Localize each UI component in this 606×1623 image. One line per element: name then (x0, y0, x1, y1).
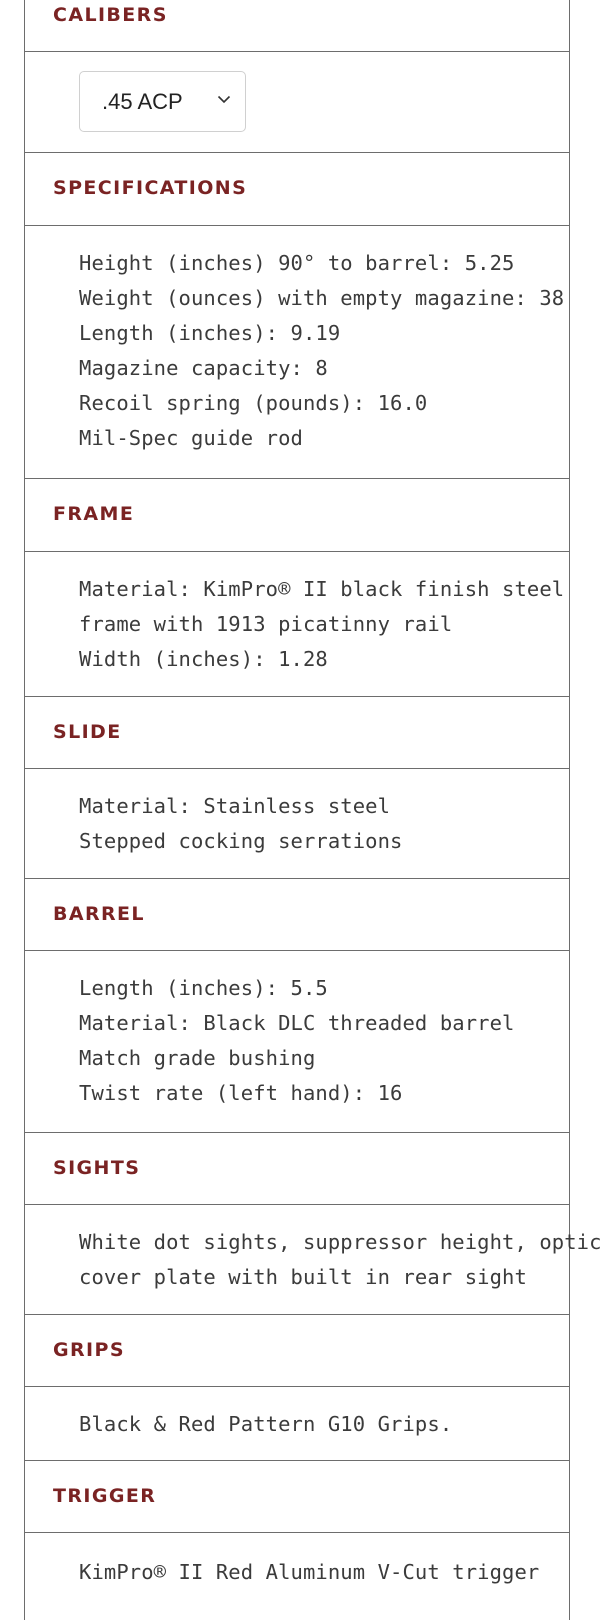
specifications-title: SPECIFICATIONS (53, 177, 248, 199)
sights-header (25, 1133, 569, 1205)
calibers-header (25, 0, 569, 52)
specifications-header (25, 153, 569, 226)
sights-line: White dot sights, suppressor height, optic (79, 1230, 602, 1254)
grips-body (25, 1387, 569, 1461)
frame-line: frame with 1913 picatinny rail (79, 612, 453, 636)
grips-list (79, 1407, 549, 1442)
specifications-body (25, 226, 569, 479)
grips-header (25, 1315, 569, 1387)
sights-body (25, 1205, 602, 1315)
frame-list (79, 572, 565, 677)
slide-header (25, 697, 569, 769)
trigger-title: TRIGGER (53, 1485, 157, 1507)
barrel-line: Twist rate (left hand): 16 (79, 1081, 403, 1105)
frame-body (25, 552, 569, 697)
sights-list (79, 1225, 602, 1295)
barrel-title: BARREL (53, 903, 145, 925)
calibers-body (25, 52, 569, 153)
slide-title: SLIDE (53, 721, 122, 743)
spec-line: Magazine capacity: 8 (79, 356, 328, 380)
calibers-title: CALIBERS (53, 4, 168, 26)
barrel-line: Match grade bushing (79, 1046, 316, 1070)
sights-title: SIGHTS (53, 1157, 141, 1179)
spec-line: Length (inches): 9.19 (79, 321, 341, 345)
frame-header (25, 479, 569, 552)
spec-line: Height (inches) 90° to barrel: 5.25 (79, 251, 515, 275)
barrel-body (25, 951, 569, 1133)
spec-line: Weight (ounces) with empty magazine: 38 (79, 286, 565, 310)
grips-line: Black & Red Pattern G10 Grips. (79, 1412, 453, 1436)
barrel-line: Material: Black DLC threaded barrel (79, 1011, 515, 1035)
grips-title: GRIPS (53, 1339, 125, 1361)
trigger-header (25, 1461, 569, 1533)
frame-title: FRAME (53, 503, 135, 525)
trigger-body (25, 1533, 569, 1623)
frame-line: Width (inches): 1.28 (79, 647, 328, 671)
slide-line: Material: Stainless steel (79, 794, 391, 818)
barrel-list (79, 971, 549, 1111)
slide-list (79, 789, 549, 859)
slide-body (25, 769, 569, 879)
barrel-line: Length (inches): 5.5 (79, 976, 328, 1000)
trigger-line: KimPro® II Red Aluminum V-Cut trigger (79, 1560, 540, 1584)
specifications-list (79, 246, 565, 456)
slide-line: Stepped cocking serrations (79, 829, 403, 853)
sights-line: cover plate with built in rear sight (79, 1265, 527, 1289)
chevron-down-icon (217, 92, 231, 106)
caliber-select[interactable] (79, 71, 246, 132)
barrel-header (25, 879, 569, 951)
frame-line: Material: KimPro® II black finish steel (79, 577, 565, 601)
spec-line: Mil-Spec guide rod (79, 426, 303, 450)
specs-panel (24, 0, 602, 1620)
spec-line: Recoil spring (pounds): 16.0 (79, 391, 428, 415)
caliber-selected-value: .45 ACP (102, 89, 183, 114)
trigger-list (79, 1555, 549, 1590)
